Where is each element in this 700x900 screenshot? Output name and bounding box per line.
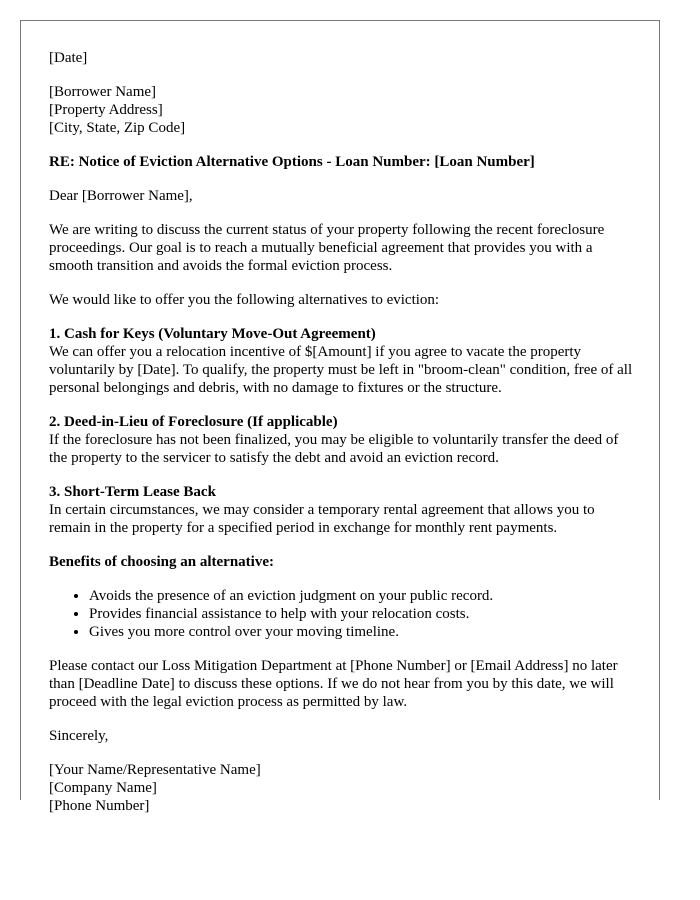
- salutation: Dear [Borrower Name],: [49, 188, 193, 204]
- recipient-address: [Property Address]: [49, 102, 163, 118]
- signature-company: [Company Name]: [49, 780, 157, 796]
- option-title: 3. Short-Term Lease Back: [49, 484, 216, 500]
- option-title: 1. Cash for Keys (Voluntary Move-Out Agreement): [49, 326, 376, 342]
- offer-intro: We would like to offer you the following alternatives to eviction:: [49, 292, 440, 308]
- benefits-list: [49, 587, 639, 641]
- signature-block: [49, 761, 639, 815]
- closing: Sincerely,: [49, 728, 109, 744]
- benefits-title: Benefits of choosing an alternative:: [49, 554, 274, 570]
- benefit-item: • Provides financial assistance to help with your relocation costs.: [89, 605, 639, 623]
- letter-body: [49, 49, 639, 831]
- letter-page: [20, 20, 660, 814]
- option-body: If the foreclosure has not been finalized, you may be eligible to voluntarily transfer the deed of the property to the servicer to satisfy the debt and avoid an eviction record.: [49, 432, 619, 466]
- signature-phone: [Phone Number]: [49, 798, 150, 814]
- contact-paragraph: Please contact our Loss Mitigation Department at [Phone Number] or [Email Address] no later than [Deadline Date] to discuss these options. If we do not hear from you by this date, we will proceed with the legal eviction process as permitted by law.: [49, 658, 618, 710]
- option-deed-in-lieu: [49, 413, 639, 467]
- benefit-item: • Gives you more control over your moving timeline.: [89, 623, 639, 641]
- option-title: 2. Deed-in-Lieu of Foreclosure (If applicable): [49, 414, 338, 430]
- signature-name: [Your Name/Representative Name]: [49, 762, 261, 778]
- option-cash-for-keys: [49, 325, 639, 397]
- recipient-name: [Borrower Name]: [49, 84, 157, 100]
- recipient-block: [49, 83, 639, 137]
- letter-date: [Date]: [49, 50, 88, 66]
- option-body: In certain circumstances, we may consider a temporary rental agreement that allows you to remain in the property for a specified period in exchange for monthly rent payments.: [49, 502, 595, 536]
- subject-line: RE: Notice of Eviction Alternative Options - Loan Number: [Loan Number]: [49, 154, 535, 170]
- recipient-city-state-zip: [City, State, Zip Code]: [49, 120, 186, 136]
- benefit-item: • Avoids the presence of an eviction judgment on your public record.: [89, 587, 639, 605]
- option-body: We can offer you a relocation incentive of $[Amount] if you agree to vacate the property voluntarily by [Date]. To qualify, the property must be left in "broom-clean" condition, free of all personal belongings and debris, with no damage to fixtures or the structure.: [49, 344, 633, 396]
- intro-paragraph: We are writing to discuss the current status of your property following the recent foreclosure proceedings. Our goal is to reach a mutually beneficial agreement that provides you with a smooth transition and avoids the formal eviction process.: [49, 222, 605, 274]
- option-lease-back: [49, 483, 639, 537]
